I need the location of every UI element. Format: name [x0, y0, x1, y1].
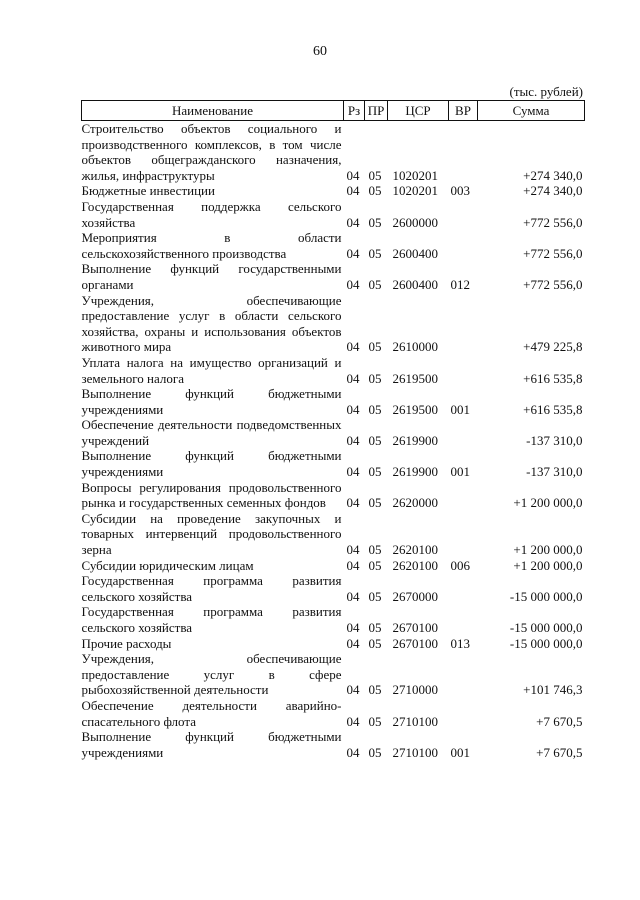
cell-sum: +274 340,0: [523, 167, 583, 183]
cell-sum: +772 556,0: [523, 276, 583, 292]
cell-pr: 05: [368, 682, 382, 698]
cell-rz: 04: [346, 214, 360, 230]
cell-name: Выполнение функций бюджетными учреждениями: [81, 729, 342, 760]
table-row: [82, 698, 585, 729]
cell-sum: +772 556,0: [523, 245, 583, 261]
units-label: (тыс. рублей): [509, 84, 583, 99]
table-row: [82, 651, 585, 698]
cell-rz: 04: [346, 276, 360, 292]
table-row: [82, 729, 585, 760]
cell-pr: 05: [368, 401, 382, 417]
table-row: [82, 386, 585, 417]
cell-vr: 001: [450, 401, 470, 417]
cell-sum: +479 225,8: [523, 339, 583, 355]
cell-pr: 05: [368, 339, 382, 355]
cell-vr: [449, 573, 478, 604]
table-row: [82, 261, 585, 292]
cell-vr: [449, 604, 478, 635]
cell-rz: 04: [346, 557, 360, 573]
cell-pr: 05: [368, 183, 382, 199]
cell-rz: 04: [346, 744, 360, 760]
table-body: [82, 121, 585, 761]
cell-rz: 04: [346, 183, 360, 199]
cell-name: Субсидии на проведение закупочных и товарных интервенций продовольственного зерна: [81, 510, 342, 558]
cell-name: Учреждения, обеспечивающие предоставление услуг в области сельского хозяйства, охраны и использования объектов животного мира: [81, 292, 342, 355]
cell-sum: -137 310,0: [526, 464, 583, 480]
cell-sum: +616 535,8: [523, 401, 583, 417]
cell-csr: 2710100: [392, 713, 438, 729]
cell-rz: 04: [346, 682, 360, 698]
cell-name: Выполнение функций бюджетными учреждениями: [81, 448, 342, 480]
cell-pr: 05: [368, 214, 382, 230]
cell-vr: [449, 230, 478, 261]
cell-name: Уплата налога на имущество организаций и земельного налога: [81, 354, 342, 386]
cell-sum: -15 000 000,0: [509, 635, 583, 651]
header-csr: ЦСР: [388, 101, 449, 121]
table-row: [82, 183, 585, 199]
cell-vr: [449, 651, 478, 698]
table-header: [82, 101, 585, 121]
cell-name: Обеспечение деятельности аварийно-спасательного флота: [81, 697, 342, 729]
table-row: [82, 511, 585, 558]
cell-pr: 05: [368, 713, 382, 729]
header-pr: ПР: [365, 101, 388, 121]
cell-pr: 05: [368, 542, 382, 558]
cell-vr: [449, 293, 478, 355]
cell-vr: 006: [450, 557, 470, 573]
cell-pr: 05: [368, 167, 382, 183]
cell-pr: 05: [368, 245, 382, 261]
cell-name: Государственная программа развития сельского хозяйства: [81, 604, 342, 635]
cell-csr: 2620000: [392, 495, 438, 511]
cell-csr: 2670100: [392, 620, 438, 635]
cell-name: Бюджетные инвестиции: [81, 183, 215, 199]
cell-sum: +1 200 000,0: [513, 495, 583, 511]
cell-pr: 05: [368, 495, 382, 511]
cell-rz: 04: [346, 588, 360, 604]
cell-pr: 05: [368, 744, 382, 760]
cell-csr: 2620100: [392, 542, 438, 558]
cell-vr: [449, 199, 478, 230]
cell-vr: 001: [450, 464, 470, 480]
cell-csr: 2619500: [392, 401, 438, 417]
cell-sum: +1 200 000,0: [513, 542, 583, 558]
cell-rz: 04: [346, 713, 360, 729]
cell-pr: 05: [368, 276, 382, 292]
cell-rz: 04: [346, 464, 360, 480]
table-row: [82, 448, 585, 479]
cell-pr: 05: [368, 620, 382, 635]
cell-vr: 001: [450, 744, 470, 760]
cell-name: Государственная программа развития сельского хозяйства: [81, 573, 342, 604]
cell-vr: 003: [450, 183, 470, 199]
cell-csr: 2619900: [392, 432, 438, 448]
cell-csr: 2710100: [392, 744, 438, 760]
cell-vr: [449, 417, 478, 448]
cell-name: Строительство объектов социального и производственного комплексов, в том числе объектов общегражданского назначения, жилья, инфраструктуры: [81, 121, 342, 183]
cell-vr: [449, 121, 478, 184]
cell-sum: +616 535,8: [523, 370, 583, 386]
table-row: [82, 199, 585, 230]
cell-name: Обеспечение деятельности подведомственных учреждений: [81, 417, 342, 448]
cell-csr: 2600400: [392, 276, 438, 292]
cell-pr: 05: [368, 464, 382, 480]
cell-csr: 2710000: [392, 682, 438, 698]
cell-sum: +7 670,5: [536, 713, 583, 729]
cell-vr: 013: [450, 635, 470, 651]
table-row: [82, 355, 585, 386]
cell-pr: 05: [368, 370, 382, 386]
table-row: [82, 636, 585, 652]
cell-rz: 04: [346, 370, 360, 386]
cell-sum: +772 556,0: [523, 214, 583, 230]
cell-rz: 04: [346, 542, 360, 558]
cell-name: Государственная поддержка сельского хозяйства: [81, 198, 342, 230]
cell-name: Учреждения, обеспечивающие предоставление услуг в сфере рыбохозяйственной деятельности: [81, 651, 342, 698]
cell-pr: 05: [368, 432, 382, 448]
cell-vr: [449, 355, 478, 386]
cell-sum: -15 000 000,0: [509, 588, 583, 604]
cell-name: Прочие расходы: [81, 635, 172, 651]
cell-pr: 05: [368, 635, 382, 651]
cell-csr: 2610000: [392, 339, 438, 355]
cell-csr: 2670100: [392, 635, 438, 651]
cell-rz: 04: [346, 620, 360, 635]
table-row: [82, 230, 585, 261]
cell-csr: 2619500: [392, 370, 438, 386]
cell-csr: 2670000: [392, 588, 438, 604]
table-row: [82, 558, 585, 574]
cell-vr: [449, 698, 478, 729]
cell-rz: 04: [346, 167, 360, 183]
cell-rz: 04: [346, 495, 360, 511]
cell-name: Субсидии юридическим лицам: [81, 557, 254, 573]
cell-sum: +7 670,5: [536, 744, 583, 760]
cell-csr: 2600000: [392, 214, 438, 230]
cell-pr: 05: [368, 557, 382, 573]
header-name: Наименование: [82, 101, 344, 121]
cell-vr: [449, 511, 478, 558]
table-row: [82, 573, 585, 604]
table-row: [82, 604, 585, 635]
cell-sum: +274 340,0: [523, 183, 583, 199]
cell-name: Выполнение функций государственными органами: [81, 261, 342, 292]
cell-name: Мероприятия в области сельскохозяйственного производства: [81, 230, 342, 261]
cell-vr: [449, 480, 478, 511]
table-row: [82, 480, 585, 511]
cell-rz: 04: [346, 401, 360, 417]
cell-sum: +101 746,3: [523, 682, 583, 698]
cell-pr: 05: [368, 588, 382, 604]
cell-vr: 012: [450, 276, 470, 292]
table-row: [82, 121, 585, 184]
cell-csr: 2600400: [392, 245, 438, 261]
page-number: 60: [313, 44, 327, 59]
budget-table: [81, 100, 585, 760]
cell-sum: -15 000 000,0: [509, 620, 583, 635]
cell-sum: -137 310,0: [526, 432, 583, 448]
header-rz: Рз: [344, 101, 365, 121]
cell-sum: +1 200 000,0: [513, 557, 583, 573]
cell-name: Вопросы регулирования продовольственного рынка и государственных семенных фондов: [81, 479, 342, 511]
cell-csr: 2619900: [392, 464, 438, 480]
table-row: [82, 417, 585, 448]
cell-csr: 1020201: [392, 167, 438, 183]
cell-rz: 04: [346, 339, 360, 355]
header-sum: Сумма: [478, 101, 585, 121]
cell-name: Выполнение функций бюджетными учреждениями: [81, 386, 342, 417]
cell-rz: 04: [346, 245, 360, 261]
cell-rz: 04: [346, 432, 360, 448]
cell-csr: 2620100: [392, 557, 438, 573]
header-vr: ВР: [449, 101, 478, 121]
table-row: [82, 293, 585, 355]
cell-csr: 1020201: [392, 183, 438, 199]
cell-rz: 04: [346, 635, 360, 651]
